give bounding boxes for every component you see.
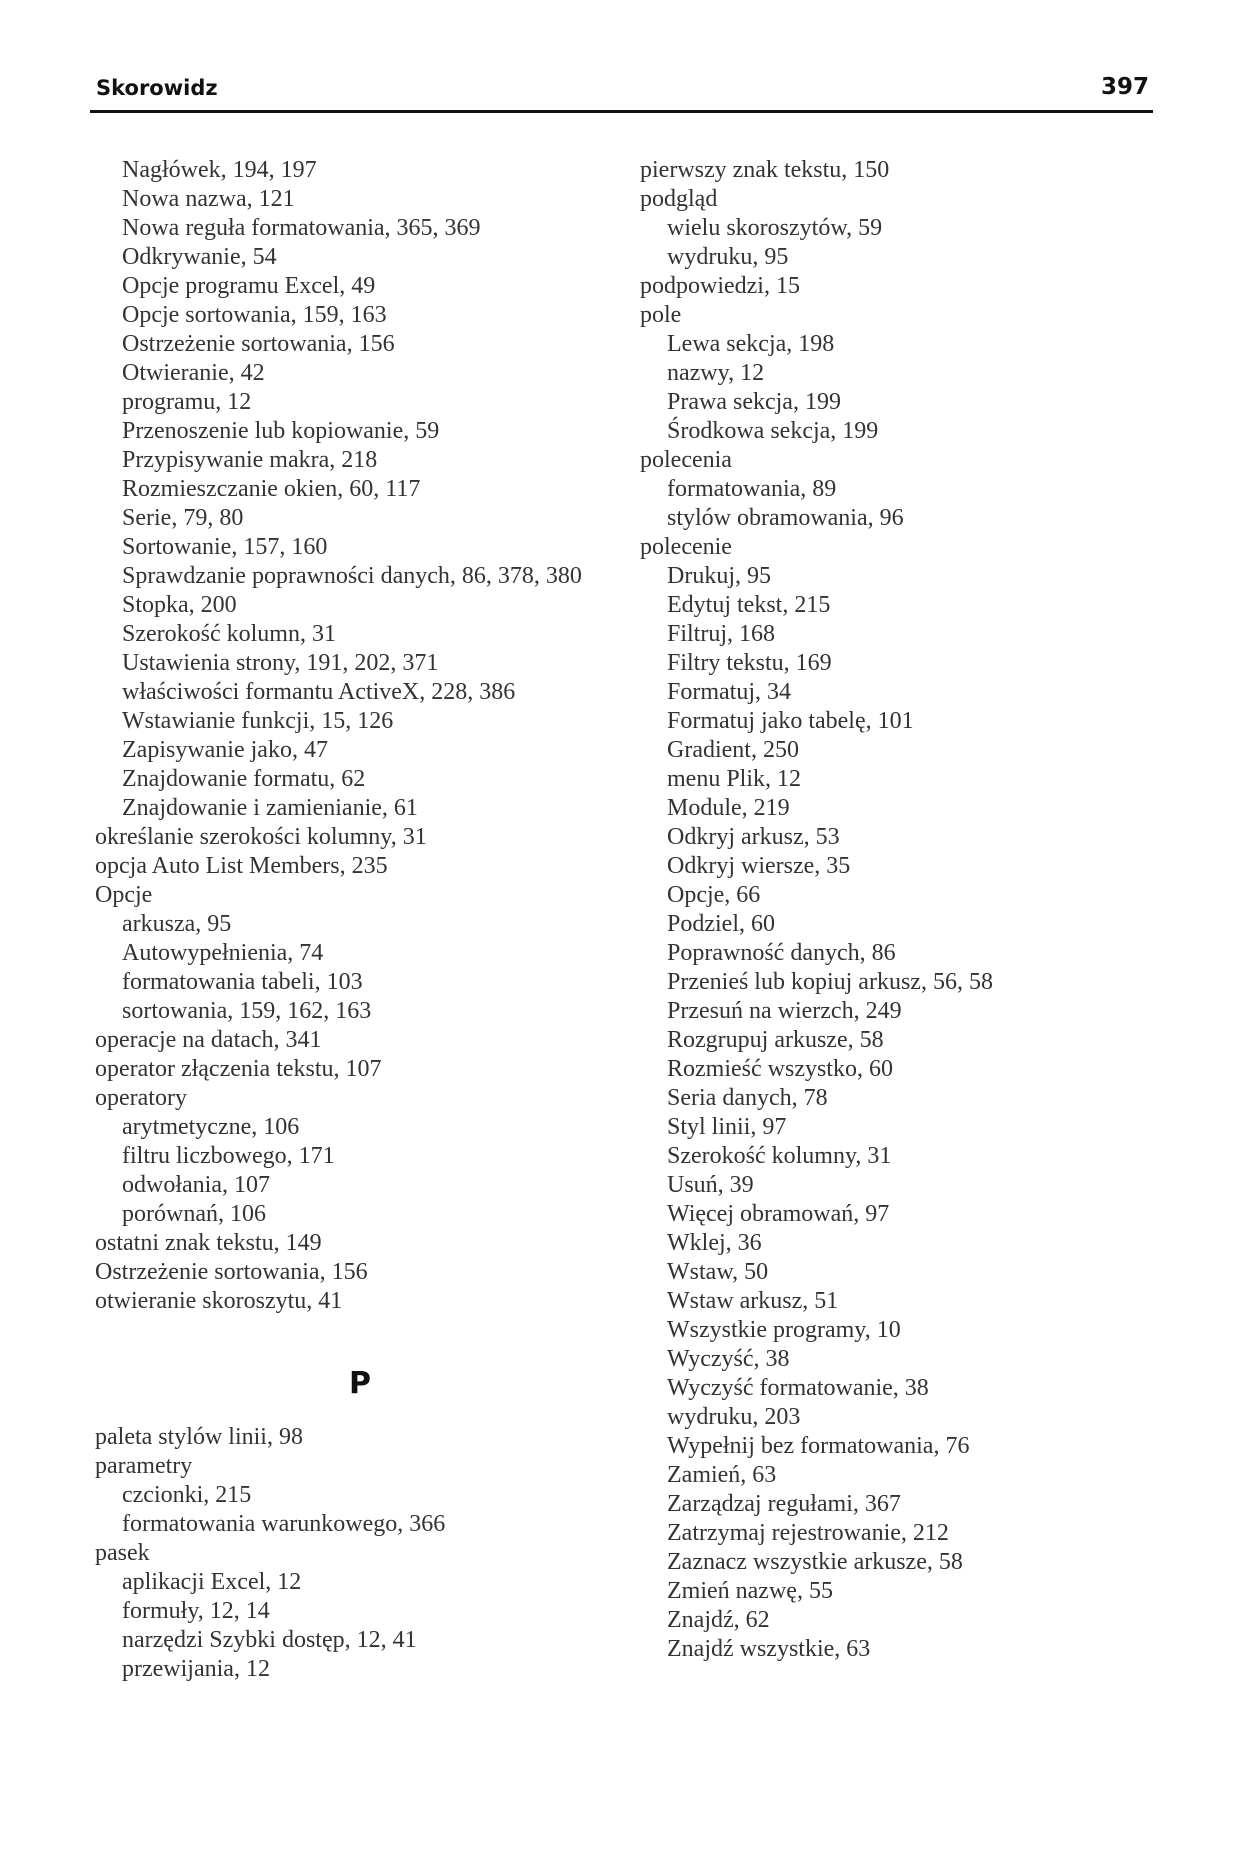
- index-entry: pole: [640, 302, 682, 328]
- index-subentry: Seria danych, 78: [667, 1085, 828, 1111]
- index-entry: pasek: [95, 1540, 150, 1566]
- index-entry: opcja Auto List Members, 235: [95, 853, 388, 879]
- index-subentry: Opcje sortowania, 159, 163: [122, 302, 387, 328]
- index-subentry: menu Plik, 12: [667, 766, 802, 792]
- index-subentry: Stopka, 200: [122, 592, 237, 618]
- index-subentry: Wyczyść formatowanie, 38: [667, 1375, 929, 1401]
- index-subentry: odwołania, 107: [122, 1172, 270, 1198]
- index-subentry: Usuń, 39: [667, 1172, 754, 1198]
- index-subentry: Wszystkie programy, 10: [667, 1317, 901, 1343]
- index-subentry: Formatuj jako tabelę, 101: [667, 708, 914, 734]
- index-subentry: sortowania, 159, 162, 163: [122, 998, 372, 1024]
- index-subentry: Wklej, 36: [667, 1230, 762, 1256]
- index-subentry: arytmetyczne, 106: [122, 1114, 300, 1140]
- index-subentry: Zatrzymaj rejestrowanie, 212: [667, 1520, 949, 1546]
- index-subentry: Prawa sekcja, 199: [667, 389, 841, 415]
- index-subentry: Przesuń na wierzch, 249: [667, 998, 902, 1024]
- index-subentry: Opcje programu Excel, 49: [122, 273, 376, 299]
- index-subentry: nazwy, 12: [667, 360, 765, 386]
- index-entry: operator złączenia tekstu, 107: [95, 1056, 382, 1082]
- index-list-p: [95, 1423, 625, 1684]
- index-subentry: formatowania, 89: [667, 476, 837, 502]
- index-list-right: [640, 156, 1140, 1664]
- index-subentry: Podziel, 60: [667, 911, 775, 937]
- index-subentry: Filtruj, 168: [667, 621, 776, 647]
- index-subentry: Zapisywanie jako, 47: [122, 737, 328, 763]
- index-subentry: Sprawdzanie poprawności danych, 86, 378, 380: [122, 563, 582, 589]
- index-subentry: Szerokość kolumn, 31: [122, 621, 336, 647]
- index-subentry: Module, 219: [667, 795, 790, 821]
- section-letter-heading: P: [349, 1366, 371, 1401]
- index-entry: pierwszy znak tekstu, 150: [640, 157, 890, 183]
- running-header: [90, 72, 1153, 113]
- index-subentry: Szerokość kolumny, 31: [667, 1143, 892, 1169]
- index-entry: polecenia: [640, 447, 732, 473]
- index-entry: otwieranie skoroszytu, 41: [95, 1288, 343, 1314]
- index-subentry: Rozmieszczanie okien, 60, 117: [122, 476, 421, 502]
- index-subentry: Przenoszenie lub kopiowanie, 59: [122, 418, 440, 444]
- index-entry: paleta stylów linii, 98: [95, 1424, 303, 1450]
- section-gap: [95, 1413, 625, 1423]
- index-subentry: formatowania warunkowego, 366: [122, 1511, 446, 1537]
- index-entry: podpowiedzi, 15: [640, 273, 800, 299]
- index-subentry: Ustawienia strony, 191, 202, 371: [122, 650, 439, 676]
- index-subentry: Odkrywanie, 54: [122, 244, 277, 270]
- index-subentry: Poprawność danych, 86: [667, 940, 896, 966]
- index-subentry: narzędzi Szybki dostęp, 12, 41: [122, 1627, 417, 1653]
- index-subentry: Rozmieść wszystko, 60: [667, 1056, 893, 1082]
- index-subentry: Nagłówek, 194, 197: [122, 157, 317, 183]
- index-subentry: formatowania tabeli, 103: [122, 969, 363, 995]
- index-subentry: wielu skoroszytów, 59: [667, 215, 883, 241]
- index-subentry: Wypełnij bez formatowania, 76: [667, 1433, 970, 1459]
- index-subentry: aplikacji Excel, 12: [122, 1569, 302, 1595]
- index-subentry: Zarządzaj regułami, 367: [667, 1491, 901, 1517]
- index-subentry: stylów obramowania, 96: [667, 505, 904, 531]
- index-subentry: Odkryj wiersze, 35: [667, 853, 851, 879]
- index-subentry: właściwości formantu ActiveX, 228, 386: [122, 679, 516, 705]
- index-column-left: [95, 156, 625, 1684]
- header-title: Skorowidz: [96, 76, 218, 100]
- index-subentry: czcionki, 215: [122, 1482, 252, 1508]
- index-subentry: Zamień, 63: [667, 1462, 777, 1488]
- index-subentry: Przypisywanie makra, 218: [122, 447, 378, 473]
- index-entry: operacje na datach, 341: [95, 1027, 322, 1053]
- index-list-o: [95, 156, 625, 1316]
- index-subentry: Filtry tekstu, 169: [667, 650, 832, 676]
- index-subentry: Ostrzeżenie sortowania, 156: [122, 331, 395, 357]
- index-column-right: [640, 156, 1140, 1664]
- index-subentry: Wyczyść, 38: [667, 1346, 790, 1372]
- index-subentry: Wstawianie funkcji, 15, 126: [122, 708, 394, 734]
- index-subentry: Edytuj tekst, 215: [667, 592, 831, 618]
- index-subentry: Styl linii, 97: [667, 1114, 787, 1140]
- index-subentry: Znajdowanie formatu, 62: [122, 766, 366, 792]
- index-subentry: przewijania, 12: [122, 1656, 270, 1682]
- index-subentry: Znajdź wszystkie, 63: [667, 1636, 871, 1662]
- index-subentry: Wstaw arkusz, 51: [667, 1288, 839, 1314]
- index-subentry: programu, 12: [122, 389, 252, 415]
- index-subentry: Opcje, 66: [667, 882, 761, 908]
- index-entry: ostatni znak tekstu, 149: [95, 1230, 322, 1256]
- index-entry: parametry: [95, 1453, 193, 1479]
- index-subentry: Znajdowanie i zamienianie, 61: [122, 795, 418, 821]
- index-subentry: Środkowa sekcja, 199: [667, 418, 879, 444]
- index-subentry: Otwieranie, 42: [122, 360, 265, 386]
- index-subentry: Nowa nazwa, 121: [122, 186, 295, 212]
- index-subentry: wydruku, 203: [667, 1404, 801, 1430]
- index-subentry: Sortowanie, 157, 160: [122, 534, 328, 560]
- index-subentry: Zmień nazwę, 55: [667, 1578, 833, 1604]
- index-subentry: Odkryj arkusz, 53: [667, 824, 840, 850]
- index-subentry: wydruku, 95: [667, 244, 789, 270]
- page-number: 397: [1100, 74, 1149, 100]
- index-subentry: porównań, 106: [122, 1201, 266, 1227]
- index-subentry: Wstaw, 50: [667, 1259, 769, 1285]
- index-entry: operatory: [95, 1085, 187, 1111]
- index-subentry: Lewa sekcja, 198: [667, 331, 835, 357]
- index-entry: Opcje: [95, 882, 153, 908]
- index-subentry: Więcej obramowań, 97: [667, 1201, 890, 1227]
- index-entry: polecenie: [640, 534, 732, 560]
- index-subentry: Serie, 79, 80: [122, 505, 244, 531]
- index-subentry: Drukuj, 95: [667, 563, 771, 589]
- index-entry: podgląd: [640, 186, 718, 212]
- index-entry: Ostrzeżenie sortowania, 156: [95, 1259, 368, 1285]
- index-subentry: Rozgrupuj arkusze, 58: [667, 1027, 884, 1053]
- index-subentry: Autowypełnienia, 74: [122, 940, 324, 966]
- index-subentry: formuły, 12, 14: [122, 1598, 270, 1624]
- index-subentry: Zaznacz wszystkie arkusze, 58: [667, 1549, 963, 1575]
- index-subentry: Formatuj, 34: [667, 679, 791, 705]
- section-gap: [95, 1316, 625, 1355]
- index-subentry: Znajdź, 62: [667, 1607, 770, 1633]
- index-entry: określanie szerokości kolumny, 31: [95, 824, 427, 850]
- index-subentry: filtru liczbowego, 171: [122, 1143, 335, 1169]
- index-subentry: Nowa reguła formatowania, 365, 369: [122, 215, 481, 241]
- index-subentry: arkusza, 95: [122, 911, 232, 937]
- index-subentry: Przenieś lub kopiuj arkusz, 56, 58: [667, 969, 993, 995]
- index-subentry: Gradient, 250: [667, 737, 799, 763]
